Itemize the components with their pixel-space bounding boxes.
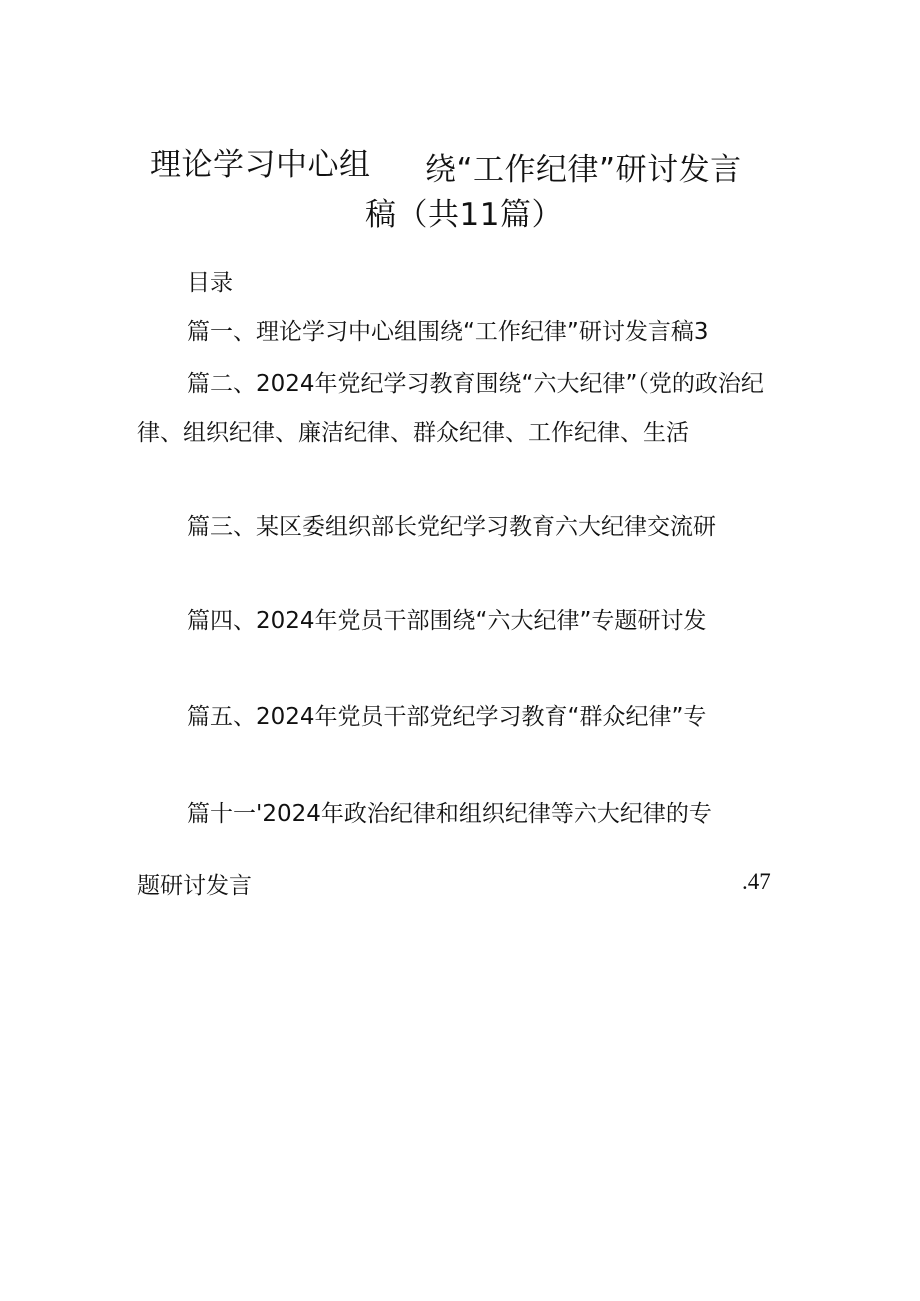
toc-entry-11-line-2[interactable]: 题研讨发言: [137, 873, 252, 899]
toc-entry-11-page-number: .47: [742, 869, 771, 894]
toc-entry-2-line-1[interactable]: 篇二、2024年党纪学习教育围绕“六大纪律”（党的政治纪: [187, 371, 764, 397]
toc-entry-2-line-2[interactable]: 律、组织纪律、廉洁纪律、群众纪律、工作纪律、生活: [137, 420, 689, 446]
title-part-1: 理论学习中心组: [150, 147, 371, 183]
title-line-2: 稿（共11篇）: [365, 197, 563, 233]
toc-entry-1[interactable]: 篇一、理论学习中心组围绕“工作纪律”研讨发言稿3: [187, 319, 709, 345]
title-part-2: 绕“工作纪律”研讨发言: [425, 152, 742, 188]
toc-entry-11-line-1[interactable]: 篇十一'2024年政治纪律和组织纪律等六大纪律的专: [187, 801, 712, 827]
toc-heading: 目录: [187, 270, 233, 296]
toc-entry-3[interactable]: 篇三、某区委组织部长党纪学习教育六大纪律交流研: [187, 514, 716, 540]
toc-entry-5[interactable]: 篇五、2024年党员干部党纪学习教育“群众纪律”专: [187, 704, 707, 730]
toc-entry-4[interactable]: 篇四、2024年党员干部围绕“六大纪律”专题研讨发: [187, 608, 707, 634]
